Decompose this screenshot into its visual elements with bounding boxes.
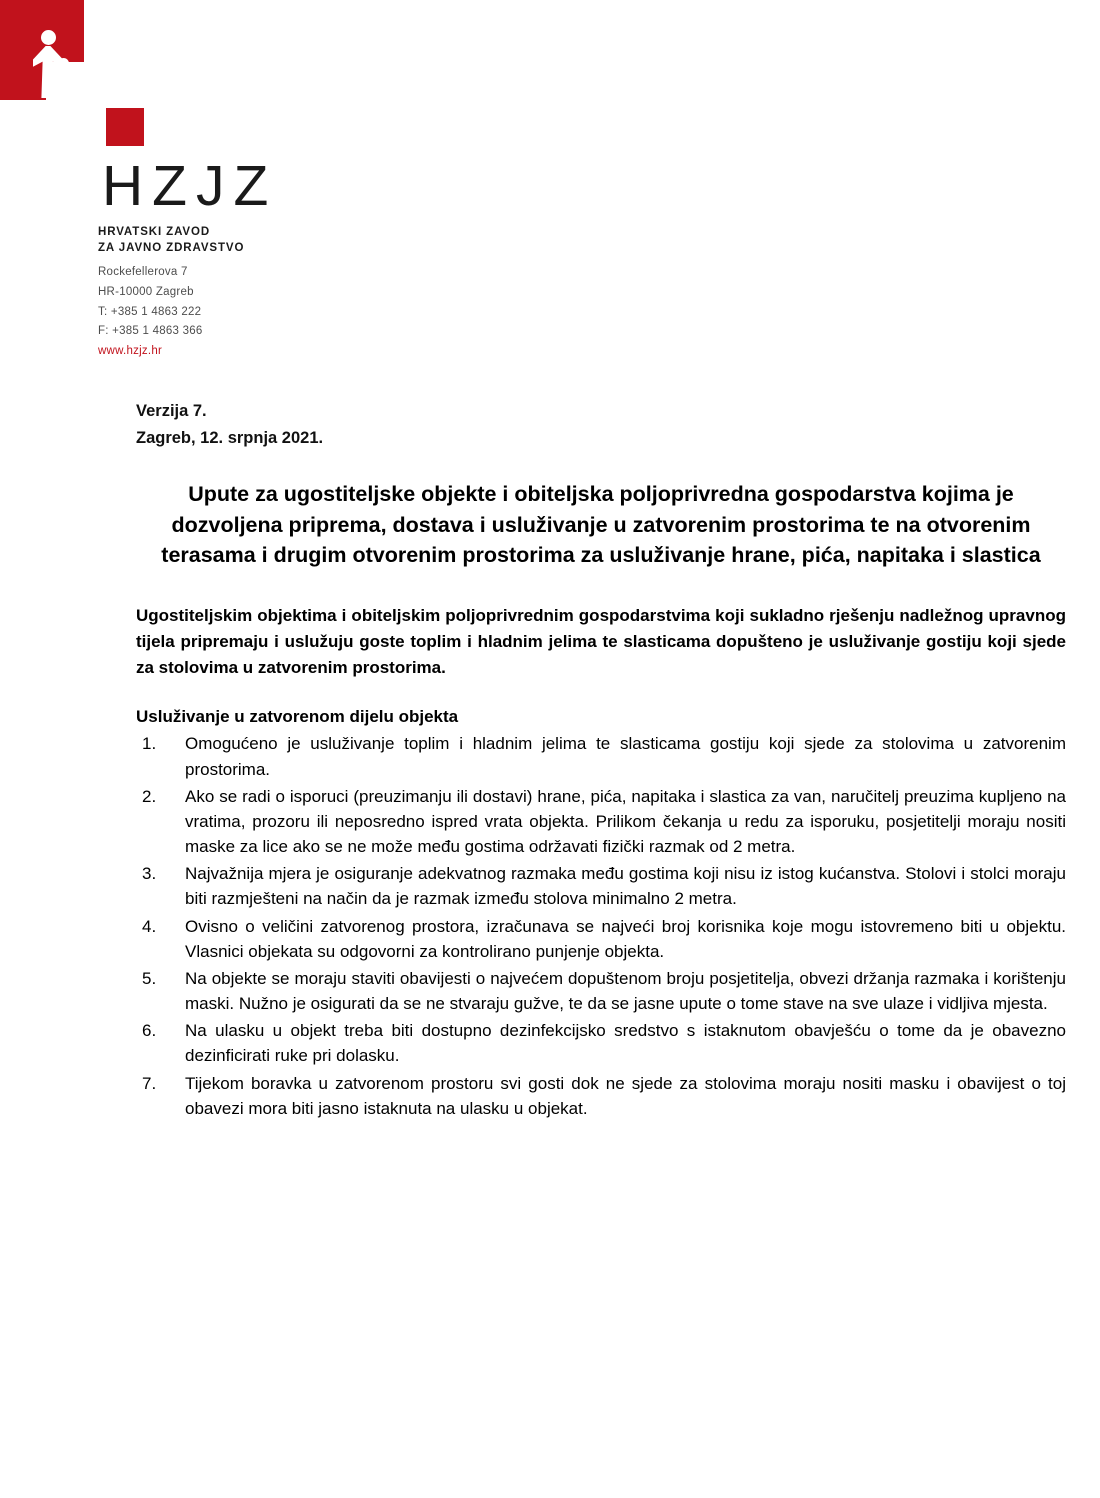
list-item-text: Ako se radi o isporuci (preuzimanju ili dostavi) hrane, pića, napitaka i slastica za van, naručitelj preuzima kupljeno na vratima, prozoru ili neposredno ispred vrata objekta. Prilikom čekanja u redu za isporuku, posjetitelji moraju nositi maske za lice ako se ne može među gostima održavati fizički razmak od 2 metra. xyxy=(185,786,1066,857)
lead-paragraph: Ugostiteljskim objektima i obiteljskim poljoprivrednim gospodarstvima koji sukladno rješenju nadležnog upravnog tijela pripremaju i uslužuju goste toplim i hladnim jelima te slasticama dopušteno je usluživanje gostiju koji sjede za stolovima u zatvorenim prostorima. xyxy=(136,605,1066,677)
list-item xyxy=(136,1071,1066,1121)
list-item-number: 5. xyxy=(142,968,157,988)
document-place-date: Zagreb, 12. srpnja 2021. xyxy=(136,428,324,447)
address-city: HR-10000 Zagreb xyxy=(98,285,194,298)
mark-block-left xyxy=(0,0,46,100)
document-version: Verzija 7. xyxy=(136,402,207,420)
list-item xyxy=(136,914,1066,964)
list-item-text: Tijekom boravka u zatvorenom prostoru svi gosti dok ne sjede za stolovima moraju nositi masku i obavijest o toj obavezi mora biti jasno istaknuta na ulasku u objekat. xyxy=(185,1073,1066,1118)
guidelines-list xyxy=(136,731,1066,1120)
organization-acronym: HZJZ xyxy=(102,154,278,218)
list-item-number: 7. xyxy=(142,1073,157,1093)
list-item-text: Ovisno o veličini zatvorenog prostora, izračunava se najveći broj korisnika koje mogu istovremeno biti u objektu. Vlasnici objekata su odgovorni za kontrolirano punjenje objekta. xyxy=(185,916,1066,961)
list-item xyxy=(136,966,1066,1016)
list-item-number: 6. xyxy=(142,1021,157,1041)
website-link[interactable]: www.hzjz.hr xyxy=(98,345,163,358)
version-block xyxy=(136,398,1066,451)
list-item-text: Najvažnija mjera je osiguranje adekvatnog razmaka među gostima koji nisu iz istog kućanstva. Stolovi i stolci moraju biti razmješteni na način da je razmak između stolova minimalno 2 metra. xyxy=(185,864,1066,909)
list-item-text: Na ulasku u objekt treba biti dostupno dezinfekcijsko sredstvo s istaknutom obavješću o tome da je obavezno dezinficirati ruke pri dolasku. xyxy=(185,1021,1066,1066)
list-item-number: 4. xyxy=(142,916,157,936)
organization-name-line2: ZA JAVNO ZDRAVSTVO xyxy=(98,241,245,254)
list-item xyxy=(136,731,1066,781)
section-heading: Usluživanje u zatvorenom dijelu objekta xyxy=(136,707,459,727)
list-item-text: Na objekte se moraju staviti obavijesti o najvećem dopuštenom broju posjetitelja, obvezi držanja razmaka i korištenju maski. Nužno je osigurati da se ne stvaraju gužve, te da se jasne upute o tome stave na sve ulaze i vidljiva mjesta. xyxy=(185,968,1066,1014)
list-item xyxy=(136,861,1066,911)
address-street: Rockefellerova 7 xyxy=(98,266,188,279)
organization-name-line1: HRVATSKI ZAVOD xyxy=(98,226,211,238)
list-item-number: 2. xyxy=(142,786,157,806)
mark-adult-head xyxy=(41,30,56,45)
letterhead xyxy=(98,108,358,362)
logo-square-icon xyxy=(106,108,144,146)
hzjz-figures-mark-icon xyxy=(0,0,86,120)
mark-child-body xyxy=(52,70,74,104)
document-body xyxy=(136,398,1066,1121)
list-item xyxy=(136,784,1066,859)
mark-child-head xyxy=(58,58,69,69)
contact-phone: T: +385 1 4863 222 xyxy=(98,305,202,318)
list-item-number: 1. xyxy=(142,734,157,754)
contact-fax: F: +385 1 4863 366 xyxy=(98,325,203,338)
list-item-number: 3. xyxy=(142,864,157,884)
list-item-text: Omogućeno je usluživanje toplim i hladnim jelima te slasticama gostiju koji sjede za stolovima u zatvorenim prostorima. xyxy=(185,734,1066,779)
page-title: Upute za ugostiteljske objekte i obiteljska poljoprivredna gospodarstva kojima je dozvoljena priprema, dostava i usluživanje u zatvorenim prostorima te na otvorenim terasama i drugim otvorenim prostorima za usluživanje hrane, pića, napitaka i slastica xyxy=(161,482,1041,568)
list-item xyxy=(136,1018,1066,1068)
